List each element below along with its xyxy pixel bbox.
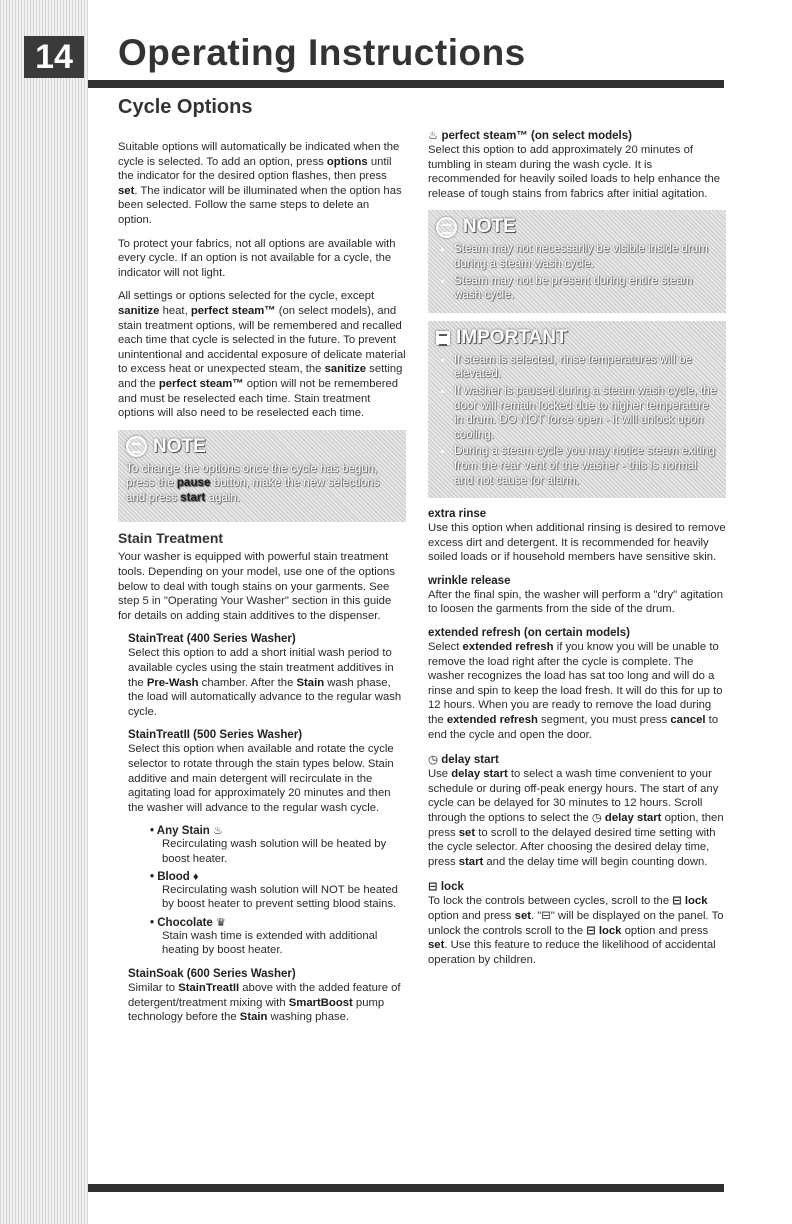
lock-icon: ⊟ xyxy=(428,881,438,894)
note-item: • Steam may not be present during entire steam wash cycle. xyxy=(454,274,718,303)
stain-intro: Your washer is equipped with powerful stain treatment tools. Depending on your model, use one of the options below to deal with tough stains on your garments. See step 5 in "Operating Your Washer" section in this guide for details on adding stain additives to the dispenser. xyxy=(118,551,395,622)
lock-title: ⊟ lock xyxy=(428,881,464,894)
lock-text: To lock the controls between cycles, scroll to the ⊟ lock option and press set. "⊟" will be displayed on the panel. To unlock the controls scroll to the ⊟ lock option and press set. Use this feature to reduce the likelihood of accidental operation by children. xyxy=(428,895,724,966)
footer-rule xyxy=(88,1184,724,1192)
lock-icon: ⊟ xyxy=(672,895,685,908)
bullet-any-stain: • Any Stain ♨ Recirculating wash solution will be heated by boost heater. xyxy=(150,825,387,865)
note-heading: NOTE xyxy=(126,436,398,458)
important-item: • If steam is selected, rinse temperatures will be elevated. xyxy=(454,353,718,382)
delay-start-title: ◷ delay start xyxy=(428,754,499,767)
stain-options xyxy=(128,633,406,1024)
note-icon xyxy=(126,436,147,457)
staintreat2-text: Select this option when available and rotate the cycle selector to rotate through the stain types below. Stain additive and main detergent will recirculate in the agitating load for approximately 20 minutes and then the washer will advance to the regular wash cycle. xyxy=(128,743,394,814)
staintreat2-title: StainTreatII (500 Series Washer) xyxy=(128,729,303,742)
wrinkle-release-text: After the final spin, the washer will perform a "dry" agitation to loosen the garments from the side of the drum. xyxy=(428,588,723,616)
important-icon xyxy=(436,331,450,345)
note-box-steam xyxy=(428,210,726,312)
important-item: • If washer is paused during a steam wash cycle, the door will remain locked due to higher temperature in drum. DO NOT force open - it will unlock upon cooling. xyxy=(454,384,718,442)
lock-icon: ⊟ xyxy=(586,924,599,937)
extra-rinse-text: Use this option when additional rinsing is desired to remove excess dirt and detergent. It is recommended for heavily soiled loads or if household members have sensitive skin. xyxy=(428,522,726,564)
extended-refresh-title: extended refresh (on certain models) xyxy=(428,627,630,640)
clock-icon: ◷ xyxy=(428,754,439,767)
blood-icon: ♦ xyxy=(193,870,199,883)
note-item: • Steam may not necessarily be visible inside drum during a steam wash cycle. xyxy=(454,242,718,271)
delay-start-text: Use delay start to select a wash time convenient to your schedule or during off-peak energy hours. The start of any cycle can be delayed for 30 minutes to 12 hours. Scroll through the options to select the ◷ delay start option, then press set to scroll to the delayed desired time setting with the cycle selector. After choosing the desired delay time, press start and the delay time will begin counting down. xyxy=(428,768,724,868)
header-rule xyxy=(88,80,724,88)
bullet-chocolate: • Chocolate ♛ Stain wash time is extended with additional heating by boost heater. xyxy=(150,916,378,957)
intro-paragraph-1: Suitable options will automatically be indicated when the cycle is selected. To add an option, press options until the indicator for the desired option flashes, then press set. The indicator will be illuminated when the option has been selected. Follow the same steps to delete an option. xyxy=(118,141,402,226)
bullet-blood: • Blood ♦ Recirculating wash solution will NOT be heated by boost heater to prevent setting blood stains. xyxy=(150,870,398,911)
note-icon xyxy=(436,217,457,238)
right-column xyxy=(428,128,726,976)
intro-paragraph-2: To protect your fabrics, not all options are available with every cycle. If an option is not available for a cycle, the indicator will not light. xyxy=(118,237,396,279)
stainsoak-title: StainSoak (600 Series Washer) xyxy=(128,967,296,980)
clock-icon: ◷ xyxy=(591,812,605,824)
note-heading: NOTE xyxy=(436,216,718,238)
important-box xyxy=(428,321,726,498)
staintreat-text: Select this option to add a short initial wash period to available cycles using the stain treatment additives in the Pre-Wash chamber. After the Stain wash phase, the load will automatically advance to the regular wash cycle. xyxy=(128,647,402,718)
extra-rinse-title: extra rinse xyxy=(428,508,487,521)
left-column xyxy=(118,140,406,1034)
intro-paragraph-3: All settings or options selected for the cycle, except sanitize heat, perfect steam™ (on select models), and stain treatment options, will be remembered and recalled each time that cycle is selected in the future. To prevent unintentional and accidental exposure of delicate material to excess heat or unexpected steam, the sanitize setting and the perfect steam™ option will not be remembered and must be reselected each time. Stain treatment options will also need to be reselected each time. xyxy=(118,290,406,420)
section-title: Cycle Options xyxy=(118,96,253,118)
extended-refresh-text: Select extended refresh if you know you will be unable to remove the load right after the cycle is complete. The washer recognizes the load has sat too long and will do a rinse and spin to keep the load fresh. It will do this for up to 12 hours. When you are ready to remove the load during the extended refresh segment, you must press cancel to end the cycle and open the door. xyxy=(428,641,723,741)
note-box-pause xyxy=(118,430,406,523)
important-item: • During a steam cycle you may notice steam exiting from the rear vent of the washer - this is normal and not cause for alarm. xyxy=(454,444,718,488)
perfect-steam-title: ♨ perfect steam™ (on select models) xyxy=(428,130,632,142)
page-title: Operating Instructions xyxy=(118,32,526,73)
steam-icon: ♨ xyxy=(428,130,439,142)
decorative-side-bar xyxy=(0,0,88,1224)
important-heading: IMPORTANT xyxy=(436,327,718,349)
lock-icon: ⊟ xyxy=(541,909,551,922)
stain-treatment-heading: Stain Treatment xyxy=(118,530,224,547)
any-stain-icon: ♨ xyxy=(213,825,223,838)
perfect-steam-text: Select this option to add approximately 20 minutes of tumbling in steam during the wash cycle. It is recommended for heavily soiled loads to help enhance the release of tough stains from fabrics after initial agitation. xyxy=(428,144,721,200)
wrinkle-release-title: wrinkle release xyxy=(428,574,511,587)
note-text: To change the options once the cycle has begun, press the pause button, make the new selections and press start again. xyxy=(126,461,380,504)
stainsoak-text: Similar to StainTreatII above with the added feature of detergent/treatment mixing with SmartBoost pump technology before the Stain washing phase. xyxy=(128,981,401,1024)
staintreat-title: StainTreat (400 Series Washer) xyxy=(128,633,296,646)
chocolate-icon: ♛ xyxy=(216,916,226,929)
page-number: 14 xyxy=(24,36,84,78)
